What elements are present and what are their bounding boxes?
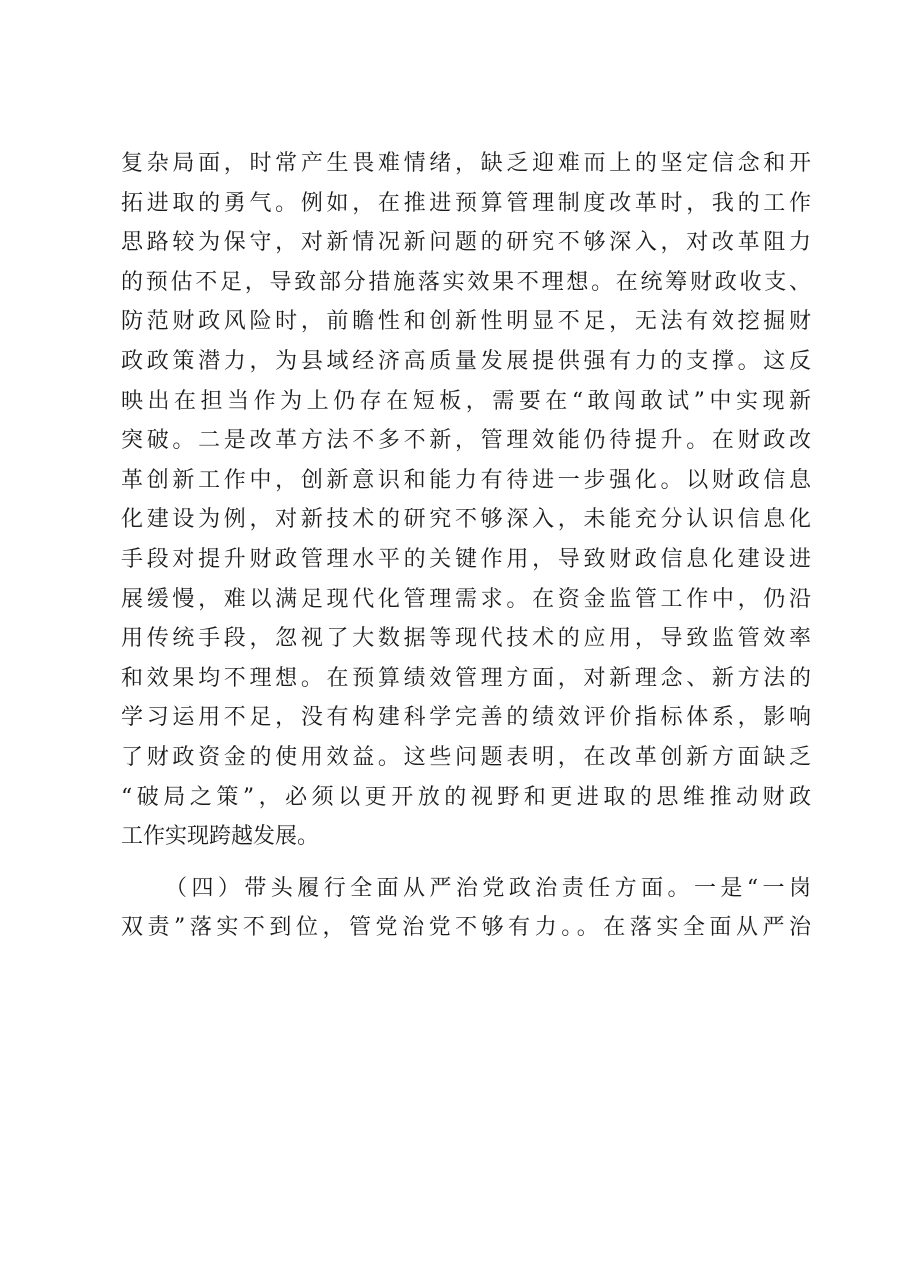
text-line: 展缓慢，难以满足现代化管理需求。在资金监管工作中，仍沿 xyxy=(121,586,811,612)
text-line: 拓进取的勇气。例如，在推进预算管理制度改革时，我的工作 xyxy=(121,190,811,216)
text-line: 防范财政风险时，前瞻性和创新性明显不足，无法有效挖掘财 xyxy=(121,309,811,335)
text-line: 突破。二是改革方法不多不新，管理效能仍待提升。在财政改 xyxy=(121,428,811,454)
paragraph-1 xyxy=(121,144,811,857)
text-line: 革创新工作中，创新意识和能力有待进一步强化。以财政信息 xyxy=(121,467,811,493)
text-line: 的预估不足，导致部分措施落实效果不理想。在统筹财政收支、 xyxy=(121,269,811,295)
text-line: 政政策潜力，为县域经济高质量发展提供强有力的支撑。这反 xyxy=(121,348,811,374)
text-line: 手段对提升财政管理水平的关键作用，导致财政信息化建设进 xyxy=(121,546,811,572)
text-line: 了财政资金的使用效益。这些问题表明，在改革创新方面缺乏 xyxy=(121,744,811,770)
section-heading-line: （四）带头履行全面从严治党政治责任方面。一是“一岗 xyxy=(165,875,811,901)
text-line: 化建设为例，对新技术的研究不够深入，未能充分认识信息化 xyxy=(121,507,811,533)
document-body xyxy=(121,144,811,948)
text-line: 工作实现跨越发展。 xyxy=(121,824,320,850)
text-line: 和效果均不理想。在预算绩效管理方面，对新理念、新方法的 xyxy=(121,665,811,691)
text-line: 用传统手段，忽视了大数据等现代技术的应用，导致监管效率 xyxy=(121,626,811,652)
text-line: 学习运用不足，没有构建科学完善的绩效评价指标体系，影响 xyxy=(121,705,811,731)
text-line: 复杂局面，时常产生畏难情绪，缺乏迎难而上的坚定信念和开 xyxy=(121,151,811,176)
paragraph-spacer xyxy=(121,857,811,869)
paragraph-2 xyxy=(121,869,811,948)
text-line: “破局之策”，必须以更开放的视野和更进取的思维推动财政 xyxy=(121,784,811,810)
text-line: 双责”落实不到位，管党治党不够有力。。在落实全面从严治 xyxy=(121,915,811,941)
text-line: 映出在担当作为上仍存在短板，需要在“敢闯敢试”中实现新 xyxy=(121,388,811,414)
text-line: 思路较为保守，对新情况新问题的研究不够深入，对改革阻力 xyxy=(121,230,811,256)
